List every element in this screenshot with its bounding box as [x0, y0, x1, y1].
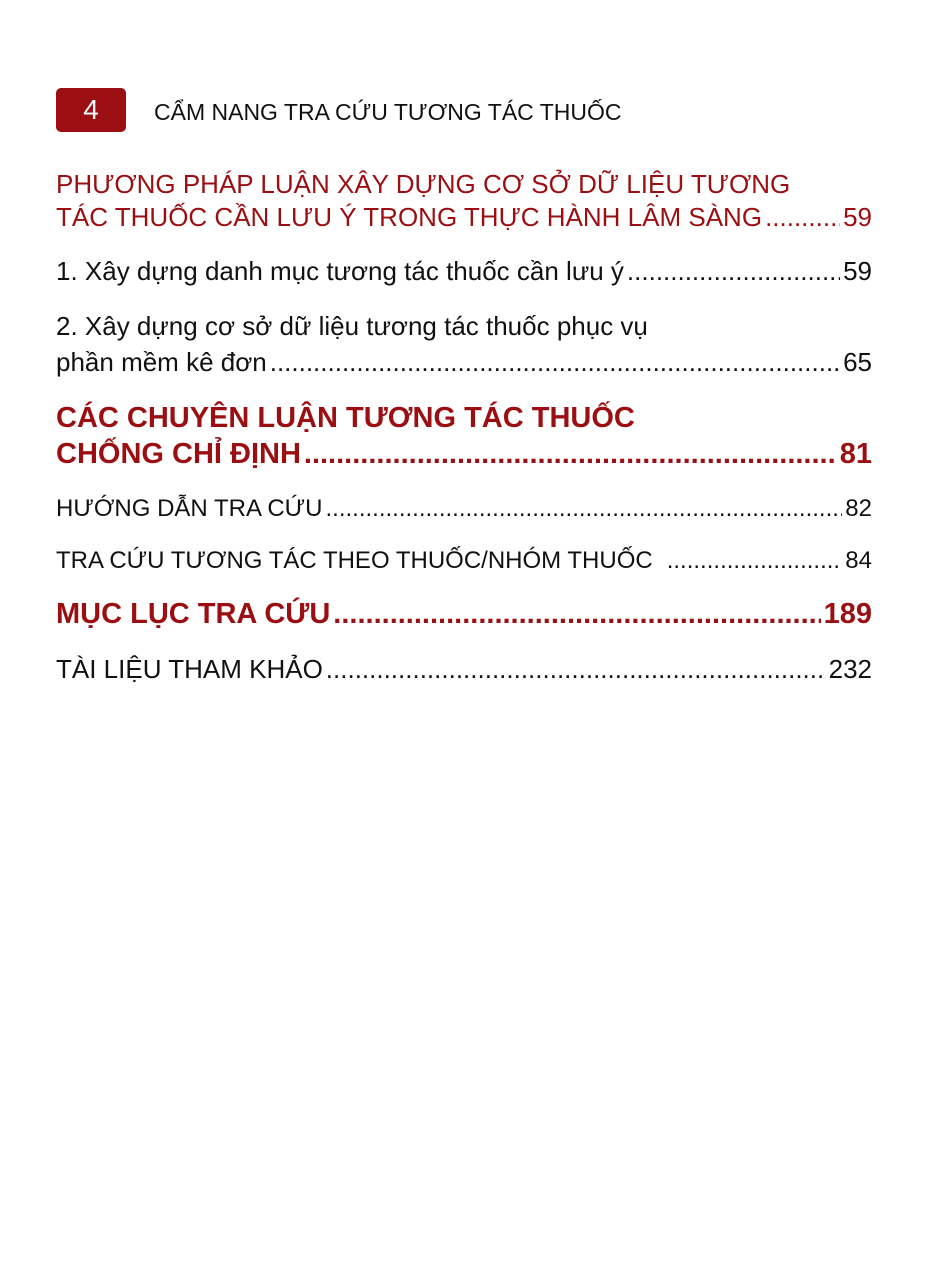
- toc-page-number: 59: [843, 202, 872, 232]
- toc-entry-title-line: 2. Xây dựng cơ sở dữ liệu tương tác thuốc phục vụ: [56, 311, 648, 341]
- toc-entry-build-list[interactable]: [56, 254, 872, 288]
- toc-entry-title-line: MỤC LỤC TRA CỨU: [56, 598, 331, 630]
- table-of-contents: [56, 168, 872, 686]
- toc-entry-title-line: TÀI LIỆU THAM KHẢO: [56, 654, 323, 684]
- page-number-badge: 4: [56, 88, 126, 132]
- toc-entry-title-line: HƯỚNG DẪN TRA CỨU: [56, 495, 323, 522]
- toc-entry-title-line: TÁC THUỐC CẦN LƯU Ý TRONG THỰC HÀNH LÂM SÀNG: [56, 202, 763, 232]
- toc-entry-build-database[interactable]: [56, 308, 872, 380]
- toc-page-number: 81: [839, 438, 872, 470]
- dot-leader: [326, 652, 826, 686]
- toc-page-number: 82: [845, 495, 872, 522]
- dot-leader: [667, 546, 843, 576]
- dot-leader: [270, 344, 840, 380]
- toc-entry-title-line: PHƯƠNG PHÁP LUẬN XÂY DỰNG CƠ SỞ DỮ LIỆU TƯƠNG: [56, 169, 791, 199]
- toc-page-number: 59: [843, 256, 872, 286]
- toc-entry-lookup-guide[interactable]: [56, 494, 872, 524]
- toc-page-number: 232: [828, 654, 872, 684]
- toc-page-number: 84: [845, 547, 872, 574]
- toc-entry-title-line: phần mềm kê đơn: [56, 347, 267, 377]
- toc-page-number: 189: [823, 598, 872, 630]
- toc-entry-title-line: 1. Xây dựng danh mục tương tác thuốc cần lưu ý: [56, 256, 624, 286]
- toc-entry-methodology[interactable]: [56, 168, 872, 234]
- toc-entry-lookup-index[interactable]: [56, 596, 872, 632]
- dot-leader: [333, 596, 820, 632]
- dot-leader: [627, 254, 840, 288]
- toc-entry-title-line: CHỐNG CHỈ ĐỊNH: [56, 438, 301, 470]
- running-title: CẨM NANG TRA CỨU TƯƠNG TÁC THUỐC: [154, 99, 622, 125]
- toc-entry-references[interactable]: [56, 652, 872, 686]
- dot-leader: [765, 201, 840, 234]
- dot-leader: [325, 494, 842, 524]
- toc-entry-lookup-by-drug[interactable]: [56, 546, 872, 576]
- toc-entry-title-line: TRA CỨU TƯƠNG TÁC THEO THUỐC/NHÓM THUỐC: [56, 547, 653, 574]
- toc-entry-title-line: CÁC CHUYÊN LUẬN TƯƠNG TÁC THUỐC: [56, 402, 635, 434]
- toc-page-number: 65: [843, 347, 872, 377]
- toc-entry-contraindicated-monographs[interactable]: [56, 400, 872, 472]
- dot-leader: [304, 436, 837, 472]
